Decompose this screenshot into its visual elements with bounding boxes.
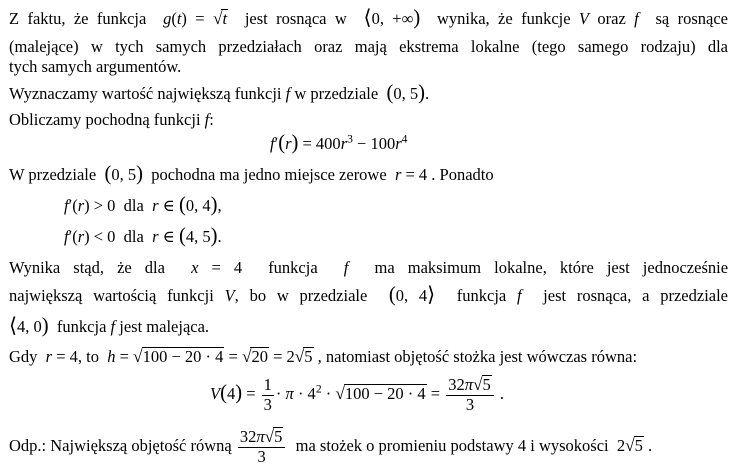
derivative-negative: f′(r) < 0 dla r ∈ (4, 5). <box>64 225 222 247</box>
answer-line: Odp.: Największą objętość równą $\frac{32\pi√5}{3}$ ma stożek o promieniu podstawy 4 i wysokości 2√5 . <box>9 427 653 467</box>
line-3: tych samych argumentów. <box>9 57 182 76</box>
line-1: Z faktu, że funkcja g(t) = √t jest rosnąca w ⟨0, +∞) wynika, że funkcje V oraz f są rosnące <box>9 7 728 29</box>
volume-formula: V(4) = $\frac{1}{3}$ · $\pi \cdot 4^2 \cdot √100 - 20 \cdot 4$ = $\frac{32\pi√5}{3}$ . <box>210 374 505 415</box>
line-5: Obliczamy pochodną funkcji f: <box>9 110 214 129</box>
line-12: ⟨4, 0) funkcja f jest malejąca. <box>9 315 210 337</box>
line-7: W przedziale (0, 5) pochodna ma jedno miejsce zerowe r = 4 . Ponadto <box>9 163 494 185</box>
line-2: (malejące) w tych samych przedziałach oraz mają ekstrema lokalne (tego samego rodzaju) dla <box>9 37 728 56</box>
line-11: największą wartością funkcji V, bo w przedziale (0, 4⟩ funkcja f jest rosnąca, a przedziale <box>9 284 729 306</box>
line-10: Wynika stąd, że dla x = 4 funkcja f ma maksimum lokalne, które jest jednocześnie <box>9 258 729 277</box>
derivative-formula: $f'(r) = 400r^3 - 100r^4$ <box>270 132 408 154</box>
line-4: Wyznaczamy wartość największą funkcji f w przedziale (0, 5). <box>9 82 430 104</box>
derivative-positive: f′(r) > 0 dla r ∈ (0, 4), <box>64 194 222 216</box>
line-13: Gdy r = 4, to h = √100 − 20 · 4 = √20 = 2√5 , natomiast objętość stożka jest wówczas równa: <box>9 347 638 366</box>
